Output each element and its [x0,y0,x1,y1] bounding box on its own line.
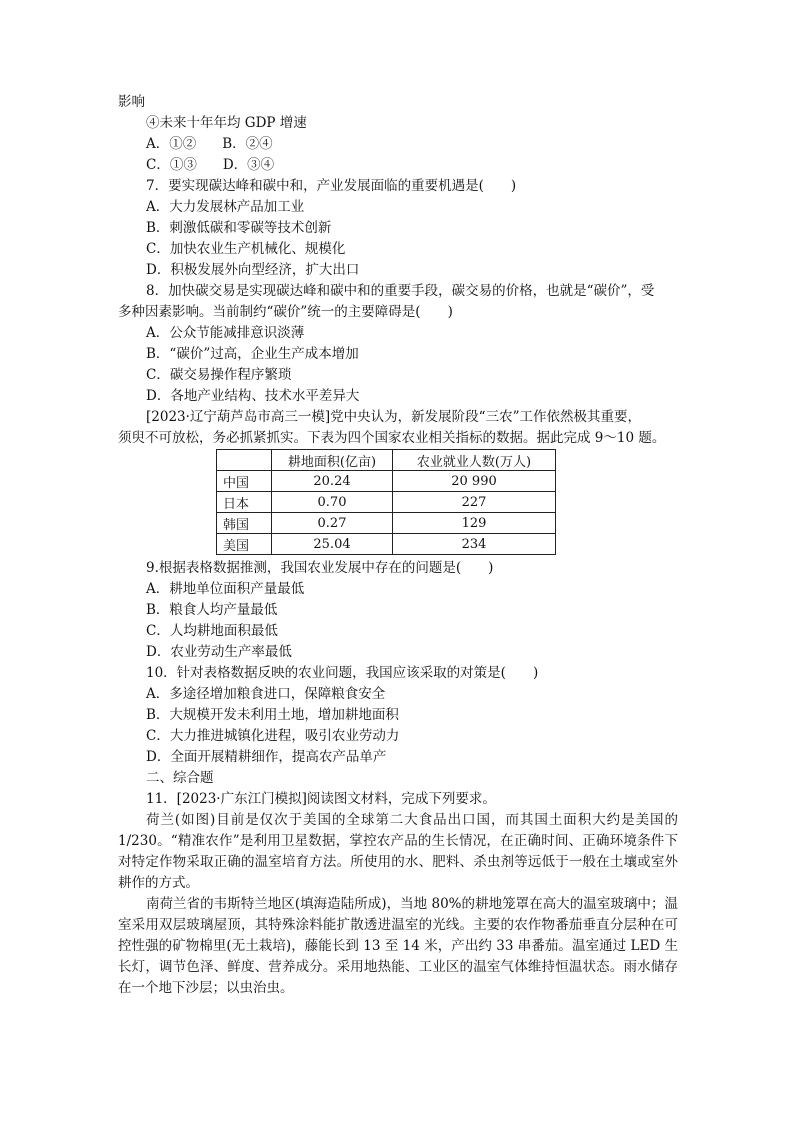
table-cell-country: 中国 [217,471,272,492]
q7-option-d: D．积极发展外向型经济，扩大出口 [146,262,360,278]
table-cell-arable-land: 0.70 [272,492,393,513]
q10-option-c: C．大力推进城镇化进程，吸引农业劳动力 [146,728,400,744]
table-cell-country: 韩国 [217,513,272,534]
q9-stem: 9.根据表格数据推测，我国农业发展中存在的问题是( ) [146,560,494,576]
q6-options-row-2 [146,155,274,175]
table-row [217,513,556,534]
table-row [217,492,556,513]
q8-option-c: C．碳交易操作程序繁琐 [146,367,292,383]
intro-9-10-line-2: 须臾不可放松，务必抓紧抓实。下表为四个国家农业相关指标的数据。据此完成 9～10 题。 [118,430,666,446]
table-cell-arable-land: 20.24 [272,471,393,492]
table-header-corner [217,450,272,471]
table-row [217,534,556,555]
q8-option-b: B．“碳价”过高，企业生产成本增加 [146,346,359,362]
q9-option-b: B．粮食人均产量最低 [146,602,278,618]
section-2-heading: 二、综合题 [146,770,214,786]
top-fragment: 影响 [118,94,145,110]
q8-option-d: D．各地产业结构、技术水平差异大 [146,388,360,404]
q11-paragraph-2: 南荷兰省的韦斯特兰地区(填海造陆所成)，当地 80%的耕地笼罩在高大的温室玻璃中；温室采用双层玻璃屋顶，其特殊涂料能扩散透进温室的光线。主要的农作物番茄垂直分层种在可控性强的矿物棉里(无土栽培)，藤能长到 13 至 14 米，产出约 33 串番茄。温室通过 LED 生长灯，调节色泽、鲜度、营养成分。采用地热能、工业区的温室气体维持恒温状态。雨水储存在一个地下沙层；以虫治虫。 [118,896,678,996]
table-cell-agri-employment: 129 [393,513,556,534]
q6-option-d: D．③④ [222,157,275,173]
q10-option-b: B．大规模开发未利用土地，增加耕地面积 [146,707,399,723]
q7-option-a: A．大力发展林产品加工业 [146,199,305,215]
q6-option-a: A．①② [146,136,197,152]
q6-item-4: ④未来十年年均 GDP 增速 [146,115,307,131]
q7-option-b: B．刺激低碳和零碳等技术创新 [146,220,332,236]
table-cell-country: 日本 [217,492,272,513]
q8-stem-line-2: 多种因素影响。当前制约“碳价”统一的主要障碍是( ) [118,304,453,320]
intro-9-10-line-1: [2023·辽宁葫芦岛市高三一模]党中央认为，新发展阶段“三农”工作依然极其重要， [146,409,641,425]
q11-paragraph-1: 荷兰(如图)目前是仅次于美国的全球第二大食品出口国，而其国土面积大约是美国的1/230。“精准农作”是利用卫星数据，掌控农产品的生长情况，在正确时间、正确环境条件下对特定作物采取正确的温室培育方法。所使用的水、肥料、杀虫剂等远低于一般在土壤或室外耕作的方式。 [118,812,678,891]
table-cell-country: 美国 [217,534,272,555]
q8-option-a: A．公众节能减排意识淡薄 [146,325,305,341]
table-header-agri-employment: 农业就业人数(万人) [393,450,556,471]
agriculture-data-table [216,449,556,555]
q6-options-row-1 [146,134,273,154]
table-cell-arable-land: 0.27 [272,513,393,534]
q11-stem: 11．[2023·广东江门模拟]阅读图文材料，完成下列要求。 [146,791,496,807]
q6-option-c: C．①③ [146,157,197,173]
q6-option-b: B．②④ [222,136,273,152]
q9-option-d: D．农业劳动生产率最低 [146,644,292,660]
table-header-arable-land: 耕地面积(亿亩) [272,450,393,471]
table-cell-agri-employment: 234 [393,534,556,555]
q9-option-a: A．耕地单位面积产量最低 [146,581,305,597]
q10-stem: 10．针对表格数据反映的农业问题，我国应该采取的对策是( ) [146,665,539,681]
table-row [217,471,556,492]
table-cell-agri-employment: 20 990 [393,471,556,492]
table-header-row [217,450,556,471]
q9-option-c: C．人均耕地面积最低 [146,623,278,639]
q7-stem: 7．要实现碳达峰和碳中和，产业发展面临的重要机遇是( ) [146,178,517,194]
q7-option-c: C．加快农业生产机械化、规模化 [146,241,346,257]
table-cell-arable-land: 25.04 [272,534,393,555]
q10-option-d: D．全面开展精耕细作，提高农产品单产 [146,749,387,765]
q8-stem-line-1: 8．加快碳交易是实现碳达峰和碳中和的重要手段，碳交易的价格，也就是“碳价”，受 [146,283,655,299]
table-cell-agri-employment: 227 [393,492,556,513]
q10-option-a: A．多途径增加粮食进口，保障粮食安全 [146,686,386,702]
